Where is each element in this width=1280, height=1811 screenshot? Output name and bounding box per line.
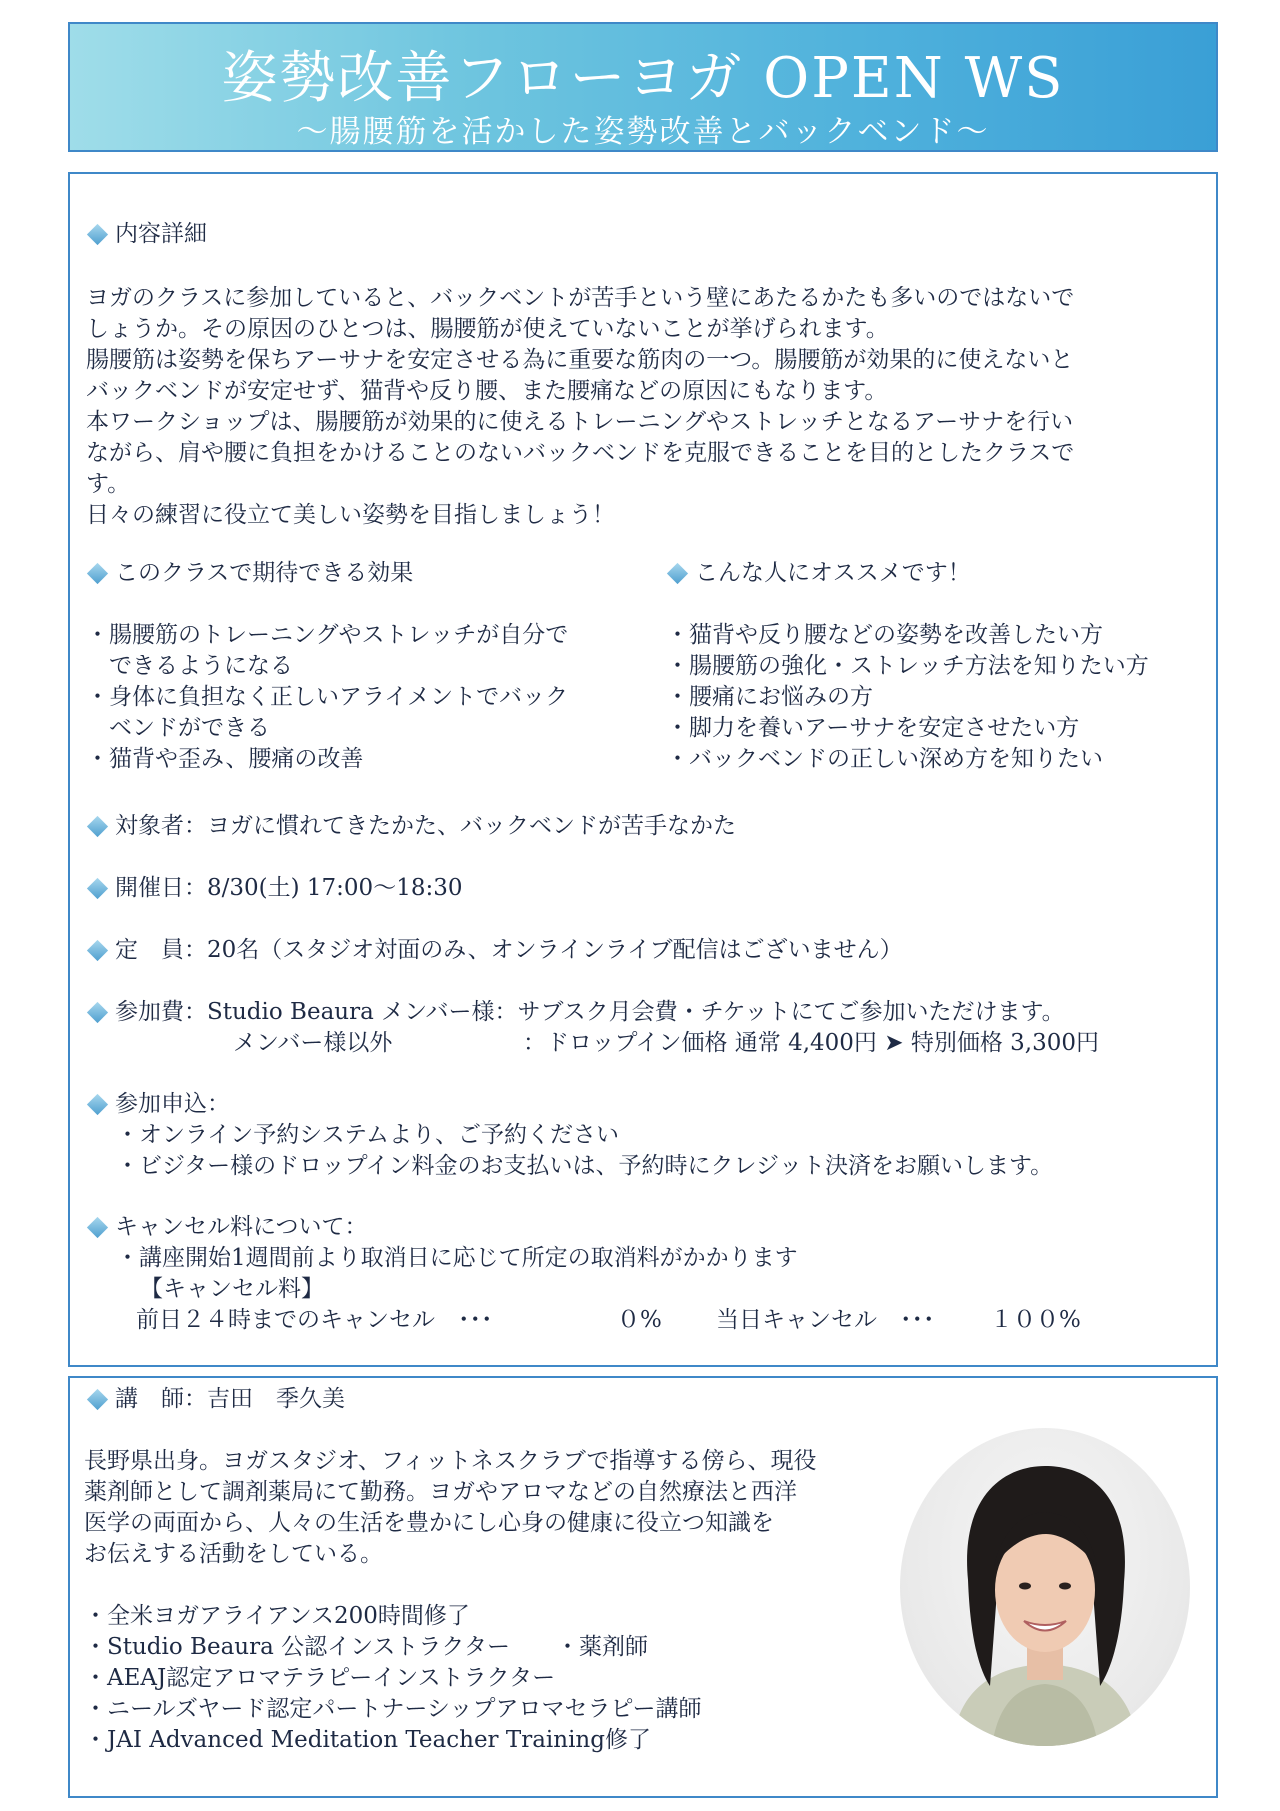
list-item: ベンドができる — [86, 715, 270, 741]
diamond-bullet-icon — [87, 816, 108, 837]
credential-item: ・全米ヨガアライアンス200時間修了 — [84, 1603, 470, 1629]
target-row: 対象者：ヨガに慣れてきたかた、バックベンドが苦手なかた — [86, 811, 736, 842]
list-item: ・脚力を養いアーサナを安定させたい方 — [666, 715, 1080, 741]
details-line: す。 — [86, 471, 131, 497]
fee-member-value: ：サブスク月会費・チケットにてご参加いただけます。 — [494, 999, 1065, 1025]
date-row: 開催日：8/30(土) 17:00〜18:30 — [86, 873, 462, 904]
instructor-photo — [900, 1428, 1190, 1746]
fee-nonmember-value: ：ドロップイン価格 通常 4,400円 ➤ 特別価格 3,300円 — [523, 1030, 1099, 1056]
diamond-bullet-icon — [667, 563, 688, 584]
details-heading: 内容詳細 — [86, 219, 207, 250]
list-item: できるようになる — [86, 653, 293, 679]
page-title: 姿勢改善フローヨガ OPEN WS — [221, 46, 1065, 111]
bio-line: 医学の両面から、人々の生活を豊かにし心身の健康に役立つ知識を — [84, 1510, 774, 1536]
diamond-bullet-icon — [87, 1389, 108, 1410]
credential-item: ・ニールズヤード認定パートナーシップアロマセラピー講師 — [84, 1696, 702, 1722]
instructor-bio — [84, 1446, 817, 1570]
credential-item: ・AEAJ認定アロマテラピーインストラクター — [84, 1665, 556, 1691]
list-item: ・猫背や歪み、腰痛の改善 — [86, 746, 364, 772]
credential-item: ・Studio Beaura 公認インストラクター ・薬剤師 — [84, 1634, 648, 1660]
fee-row — [86, 997, 1065, 1028]
cancel-prev-day: 前日２４時までのキャンセル ･･･ — [136, 1307, 493, 1333]
list-item: ・オンライン予約システムより、ご予約ください — [116, 1122, 620, 1148]
page-subtitle: 〜腸腰筋を活かした姿勢改善とバックベンド〜 — [296, 114, 990, 150]
list-item: ・腰痛にお悩みの方 — [666, 684, 873, 710]
list-item: ・身体に負担なく正しいアライメントでバック — [86, 684, 569, 710]
recommend-list — [666, 620, 1149, 775]
cancel-line: ・講座開始1週間前より取消日に応じて所定の取消料がかかります — [116, 1245, 798, 1271]
details-line: バックベンドが安定せず、猫背や反り腰、また腰痛などの原因にもなります。 — [86, 378, 888, 404]
diamond-bullet-icon — [87, 940, 108, 961]
details-line: ながら、肩や腰に負担をかけることのないバックベンドを克服できることを目的としたクラスで — [86, 440, 1075, 466]
list-item: ・猫背や反り腰などの姿勢を改善したい方 — [666, 622, 1103, 648]
details-text — [86, 283, 1196, 531]
diamond-bullet-icon — [87, 563, 108, 584]
bio-line: お伝えする活動をしている。 — [84, 1541, 383, 1567]
list-item: ・ビジター様のドロップイン料金のお支払いは、予約時にクレジット決済をお願いします。 — [116, 1153, 1054, 1179]
fee-member-label: Studio Beaura メンバー様 — [207, 999, 495, 1025]
cancel-same-fee: １００% — [990, 1307, 1081, 1333]
list-item: ・腸腰筋の強化・ストレッチ方法を知りたい方 — [666, 653, 1149, 679]
list-item: ・バックベンドの正しい深め方を知りたい — [666, 746, 1103, 772]
cancel-prev-fee: ０% — [617, 1307, 662, 1333]
effects-heading: このクラスで期待できる効果 — [86, 558, 413, 589]
effects-list — [86, 620, 568, 775]
credential-item: ・JAI Advanced Meditation Teacher Training修了 — [84, 1727, 651, 1753]
diamond-bullet-icon — [87, 1217, 108, 1238]
bio-line: 薬剤師として調剤薬局にて勤務。ヨガやアロマなどの自然療法と西洋 — [84, 1479, 797, 1505]
list-item: ・腸腰筋のトレーニングやストレッチが自分で — [86, 622, 569, 648]
diamond-bullet-icon — [87, 1094, 108, 1115]
cancel-fee-label: 【キャンセル料】 — [140, 1276, 324, 1302]
cancel-same-day: 当日キャンセル ･･･ — [716, 1307, 935, 1333]
apply-list — [116, 1120, 1053, 1182]
recommend-heading: こんな人にオススメです！ — [666, 558, 971, 589]
instructor-credentials — [84, 1601, 702, 1756]
diamond-bullet-icon — [87, 878, 108, 899]
instructor-heading: 講 師：吉田 季久美 — [86, 1384, 345, 1415]
apply-heading: 参加申込： — [86, 1089, 230, 1120]
details-line: 腸腰筋は姿勢を保ちアーサナを安定させる為に重要な筋肉の一つ。腸腰筋が効果的に使えないと — [86, 347, 1074, 373]
details-line: 本ワークショップは、腸腰筋が効果的に使えるトレーニングやストレッチとなるアーサナを行い — [86, 409, 1074, 435]
details-line: 日々の練習に役立て美しい姿勢を目指しましょう！ — [86, 502, 615, 528]
fee-nonmember-label: メンバー様以外 — [233, 1030, 393, 1056]
bio-line: 長野県出身。ヨガスタジオ、フィットネスクラブで指導する傍ら、現役 — [84, 1448, 817, 1474]
title-banner — [68, 22, 1218, 152]
diamond-bullet-icon — [87, 1002, 108, 1023]
capacity-row: 定 員：20名（スタジオ対面のみ、オンラインライブ配信はございません） — [86, 935, 903, 966]
cancel-heading: キャンセル料について： — [86, 1212, 368, 1243]
details-line: ヨガのクラスに参加していると、バックベントが苦手という壁にあたるかたも多いのではないで — [86, 285, 1075, 311]
details-line: しょうか。その原因のひとつは、腸腰筋が使えていないことが挙げられます。 — [86, 316, 889, 342]
instructor-portrait-icon — [900, 1428, 1190, 1746]
diamond-bullet-icon — [87, 224, 108, 245]
fee-label: 参加費： — [115, 999, 207, 1025]
